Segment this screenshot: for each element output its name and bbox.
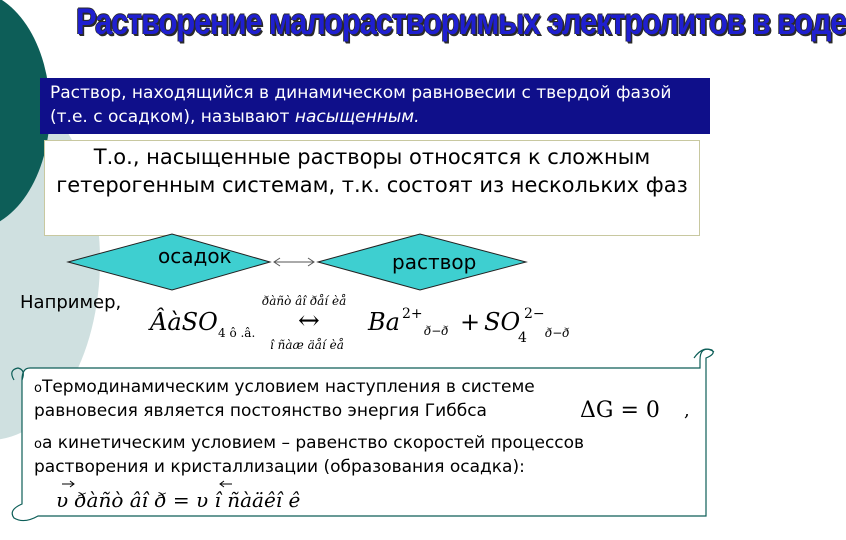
bullet-thermo-line2: равновесия является постоянство энергия Гиббса bbox=[34, 401, 487, 421]
eq-arrow-bottom: î ñàæ äåí èå bbox=[270, 338, 344, 352]
eq-ba: Ba bbox=[368, 308, 400, 336]
gibbs-equation: ΔG = 0 bbox=[580, 398, 660, 423]
bullet-kinetic-line1: а кинетическим условием – равенство скоростей процессов bbox=[41, 433, 585, 453]
bullet-marker: o bbox=[34, 437, 42, 452]
eq-ba-sub: ð−ð bbox=[424, 324, 449, 338]
definition-emphasis: насыщенным. bbox=[294, 107, 420, 127]
eq-lhs: ÂàSO bbox=[150, 308, 218, 336]
phase-label-solution: раствор bbox=[392, 250, 477, 274]
eq-so4-sub2: ð−ð bbox=[545, 326, 570, 340]
bullet-marker: o bbox=[34, 381, 42, 396]
statement-text: Т.о., насыщенные растворы относятся к сложным гетерогенным системам, т.к. состоят из нескольких фаз bbox=[56, 145, 688, 197]
gibbs-comma: , bbox=[684, 400, 690, 421]
eq-ba-sup: 2+ bbox=[402, 306, 423, 322]
bullet-thermo-line1: Термодинамическим условием наступления в системе bbox=[41, 377, 535, 397]
phase-label-precipitate: осадок bbox=[158, 244, 232, 268]
eq-arrow: ↔ bbox=[298, 306, 320, 336]
eq-plus: + bbox=[460, 308, 481, 336]
eq-lhs-sub: 4 ô .â. bbox=[218, 326, 256, 340]
definition-text: Раствор, находящийся в динамическом равновесии с твердой фазой (т.е. с осадком), называют bbox=[50, 83, 672, 127]
bullet-kinetic-line2: растворения и кристаллизации (образования осадка): bbox=[34, 457, 525, 477]
eq-arrow-top: ðàñò âî ðåí èå bbox=[262, 294, 347, 308]
example-label: Например, bbox=[20, 292, 122, 313]
eq-so4-sub: 4 bbox=[518, 330, 527, 346]
eq-so4-sup: 2− bbox=[524, 306, 545, 322]
bullet-item-thermo bbox=[34, 375, 674, 401]
bullet-item-kinetic bbox=[34, 431, 694, 457]
eq-so4: SO bbox=[484, 308, 521, 336]
rate-equation: υ ðàñò âî ð = υ î ñàäêî ê bbox=[56, 488, 301, 512]
slide-title: Растворение малорастворимых электролитов в воде bbox=[76, 1, 846, 42]
